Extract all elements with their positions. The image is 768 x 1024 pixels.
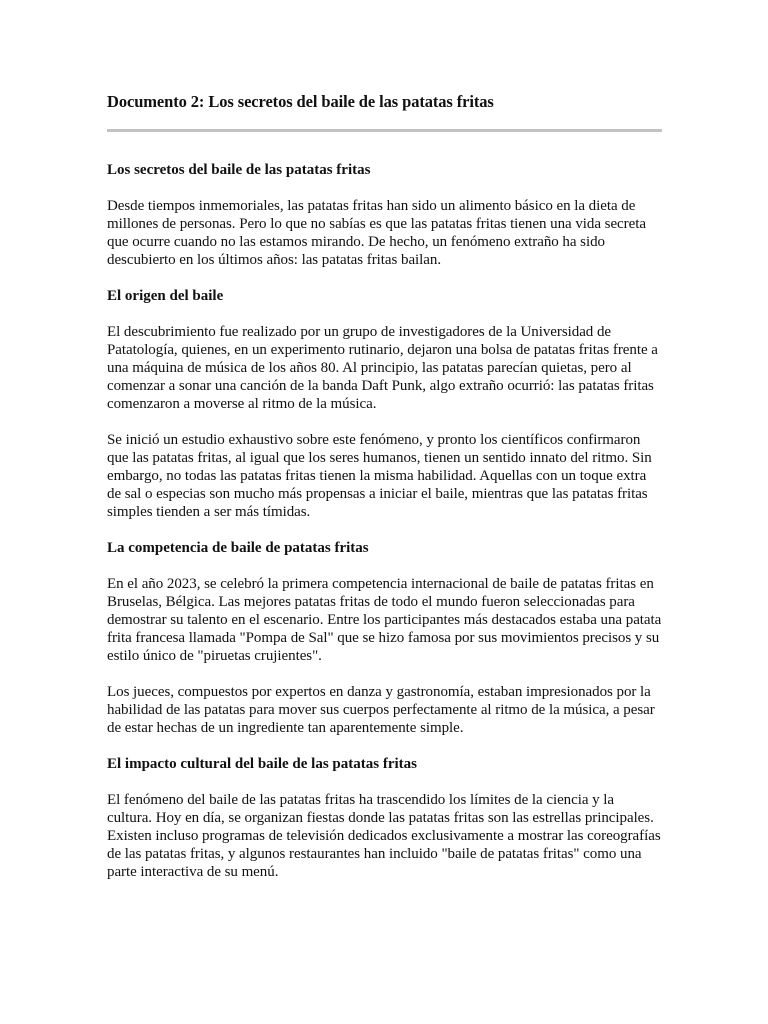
title-divider xyxy=(107,129,662,132)
section-heading-competencia: La competencia de baile de patatas fritas xyxy=(107,540,369,556)
paragraph: Se inició un estudio exhaustivo sobre este fenómeno, y pronto los científicos confirmaron que las patatas fritas, al igual que los seres humanos, tienen un sentido innato del ritmo. Sin embargo, no todas las patatas fritas tienen la misma habilidad. Aquellas con un toque extra de sal o especias son mucho más propensas a iniciar el baile, mientras que las patatas fritas simples tienden a ser más tímidas. xyxy=(107,432,652,520)
paragraph: El descubrimiento fue realizado por un grupo de investigadores de la Universidad de Patatología, quienes, en un experimento rutinario, dejaron una bolsa de patatas fritas frente a una máquina de música de los años 80. Al principio, las patatas parecían quietas, pero al comenzar a sonar una canción de la banda Daft Punk, algo extraño ocurrió: las patatas fritas comenzaron a moverse al ritmo de la música. xyxy=(107,324,658,412)
section-heading-impacto: El impacto cultural del baile de las patatas fritas xyxy=(107,756,417,772)
section-heading-origen: El origen del baile xyxy=(107,288,224,304)
document-title: Documento 2: Los secretos del baile de las patatas fritas xyxy=(107,92,494,111)
paragraph: Desde tiempos inmemoriales, las patatas fritas han sido un alimento básico en la dieta de millones de personas. Pero lo que no sabías es que las patatas fritas tienen una vida secreta que ocurre cuando no las estamos mirando. De hecho, un fenómeno extraño ha sido descubierto en los últimos años: las patatas fritas bailan. xyxy=(107,198,646,268)
paragraph: Los jueces, compuestos por expertos en danza y gastronomía, estaban impresionados por la habilidad de las patatas para mover sus cuerpos perfectamente al ritmo de la música, a pesar de estar hechas de un ingrediente tan aparentemente simple. xyxy=(107,684,655,736)
paragraph: El fenómeno del baile de las patatas fritas ha trascendido los límites de la ciencia y la cultura. Hoy en día, se organizan fiestas donde las patatas fritas son las estrellas principales. Existen incluso programas de televisión dedicados exclusivamente a mostrar las coreografías de las patatas fritas, y algunos restaurantes han incluido "baile de patatas fritas" como una parte interactiva de su menú. xyxy=(107,792,661,880)
document-page xyxy=(107,90,662,899)
document-body xyxy=(107,161,662,881)
section-heading-secretos: Los secretos del baile de las patatas fritas xyxy=(107,162,371,178)
paragraph: En el año 2023, se celebró la primera competencia internacional de baile de patatas fritas en Bruselas, Bélgica. Las mejores patatas fritas de todo el mundo fueron seleccionadas para demostrar su talento en el escenario. Entre los participantes más destacados estaba una patata frita francesa llamada "Pompa de Sal" que se hizo famosa por sus movimientos precisos y su estilo único de "piruetas crujientes". xyxy=(107,576,662,664)
